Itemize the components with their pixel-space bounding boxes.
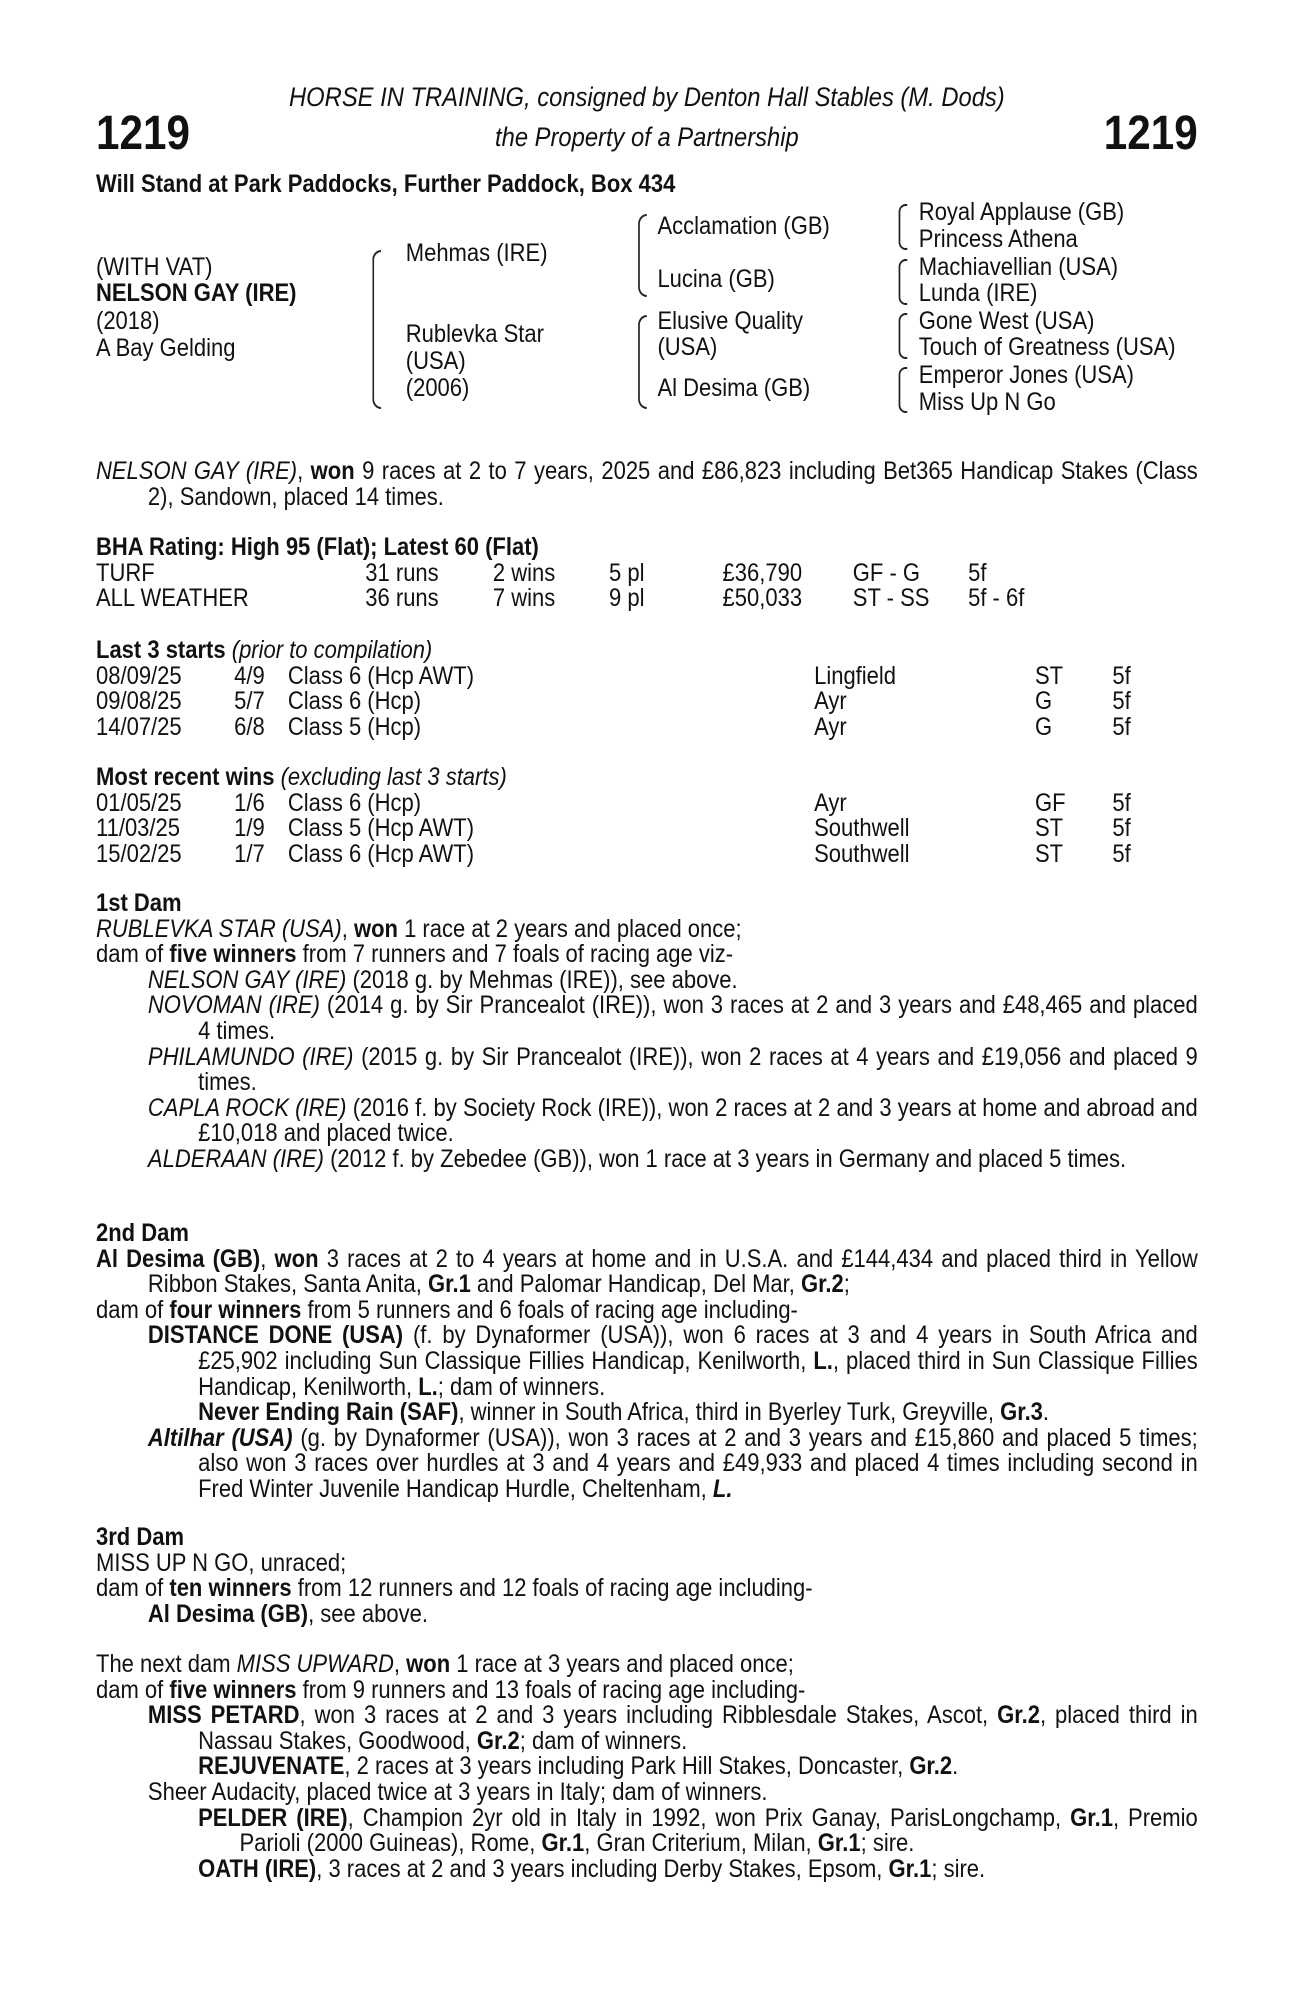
- first-dam-body: [96, 914, 1198, 1173]
- emphasis-text: MISS UPWARD: [236, 1650, 394, 1678]
- table-cell: ST: [1034, 814, 1064, 843]
- first-dam-section: [96, 891, 1198, 1173]
- emphasis-text: OATH (IRE): [198, 1854, 317, 1883]
- text-run: , Gran Criterium, Milan,: [584, 1829, 818, 1858]
- text-run: ; dam of winners.: [519, 1726, 688, 1755]
- emphasis-text: L.: [712, 1474, 733, 1503]
- table-cell: 15/02/25: [96, 839, 182, 868]
- pedigree-paragraph: [96, 1754, 1198, 1780]
- sire: Mehmas (IRE): [405, 239, 548, 267]
- bha-rating-section: [96, 535, 1198, 612]
- emphasis-text: won: [310, 457, 355, 485]
- table-cell: 5f: [1112, 839, 1131, 868]
- table-row: [96, 586, 1198, 612]
- text-run: dam of: [96, 1295, 170, 1324]
- first-dam-title: 1st Dam: [96, 889, 182, 917]
- text-run: (2018 g. by Mehmas (IRE)), see above.: [346, 965, 738, 994]
- emphasis-text: NELSON GAY (IRE): [147, 965, 347, 994]
- pedigree-paragraph: [96, 1599, 1198, 1628]
- pedigree-paragraph: [96, 965, 1198, 994]
- pedigree-paragraph: [96, 1777, 1198, 1806]
- pedigree-paragraph: [96, 1042, 1198, 1097]
- emphasis-text: five winners: [169, 940, 297, 969]
- last-3-starts-section: [96, 638, 1198, 740]
- pedigree-paragraph: [96, 1675, 1198, 1704]
- table-cell: GF: [1034, 788, 1066, 817]
- table-cell: 09/08/25: [96, 687, 182, 716]
- table-cell: Ayr: [814, 687, 847, 716]
- emphasis-text: Gr.1: [817, 1829, 861, 1858]
- text-run: (2012 f. by Zebedee (GB)), won 1 race at 3 years in Germany and placed 5 times.: [323, 1144, 1127, 1173]
- gen4-ancestor: Miss Up N Go: [918, 388, 1056, 416]
- recent-note: (excluding last 3 starts): [280, 763, 507, 791]
- emphasis-text: four winners: [169, 1295, 302, 1324]
- table-cell: 5f: [1112, 687, 1131, 716]
- text-run: from 5 runners and 6 foals of racing age including-: [301, 1295, 798, 1324]
- emphasis-text: Gr.1: [541, 1829, 585, 1858]
- recent-wins-section: [96, 765, 1198, 867]
- pedigree-paragraph: [96, 1703, 1198, 1754]
- pedigree-paragraph: [96, 1323, 1198, 1400]
- text-run: (2015 g. by Sir Prancealot (IRE)), won 2 races at 4 years and £19,056 and placed 9 times.: [198, 1042, 1198, 1097]
- table-cell: ST: [1034, 661, 1064, 690]
- table-cell: 36 runs: [365, 584, 439, 613]
- table-cell: 9 pl: [609, 584, 645, 613]
- emphasis-text: Gr.2: [909, 1752, 953, 1781]
- last3-table: [96, 661, 1198, 741]
- property-line: the Property of a Partnership: [494, 122, 799, 152]
- text-run: , 2 races at 3 years including Park Hill Stakes, Doncaster,: [344, 1752, 910, 1781]
- brace: [638, 214, 647, 297]
- table-cell: ST - SS: [852, 584, 930, 613]
- summary-paragraph: [96, 459, 1198, 510]
- emphasis-text: Gr.1: [427, 1270, 471, 1299]
- text-run: , Premio Parioli (2000 Guineas), Rome,: [239, 1803, 1198, 1858]
- third-dam-body: [96, 1548, 1198, 1628]
- text-run: Sheer Audacity, placed twice at 3 years in Italy; dam of winners.: [147, 1777, 768, 1806]
- text-run: ; sire.: [931, 1854, 986, 1883]
- table-cell: Southwell: [814, 839, 910, 868]
- emphasis-text: MISS PETARD: [147, 1701, 300, 1730]
- pedigree-paragraph: [96, 1576, 1198, 1602]
- pedigree-paragraph: [96, 1244, 1198, 1299]
- dam-line3: (2006): [405, 374, 470, 402]
- pedigree-paragraph: [96, 1548, 1198, 1577]
- last3-title: Last 3 starts: [96, 636, 226, 664]
- emphasis-text: PELDER (IRE): [198, 1803, 348, 1832]
- table-row: [96, 558, 1198, 587]
- brace: [899, 259, 908, 305]
- text-run: from 9 runners and 13 foals of racing age including-: [296, 1675, 806, 1704]
- pedigree-paragraph: [96, 1423, 1198, 1503]
- last3-note: (prior to compilation): [231, 636, 433, 664]
- horse-description: A Bay Gelding: [96, 334, 236, 362]
- pedigree-paragraph: [96, 1400, 1198, 1426]
- text-run: dam of: [96, 1574, 170, 1603]
- emphasis-text: won: [406, 1650, 451, 1678]
- table-cell: 1/9: [234, 814, 265, 843]
- text-run: MISS UP N GO, unraced;: [96, 1548, 347, 1577]
- gen4-ancestor: Machiavellian (USA): [918, 253, 1119, 281]
- table-cell: 6/8: [234, 712, 265, 741]
- third-dam-section: [96, 1525, 1198, 1627]
- text-run: ; dam of winners.: [437, 1372, 606, 1401]
- brace: [638, 315, 647, 409]
- pedigree-paragraph: [96, 1295, 1198, 1324]
- table-cell: Class 6 (Hcp AWT): [287, 661, 475, 690]
- consignor-line: HORSE IN TRAINING, consigned by Denton Hall Stables (M. Dods): [289, 82, 1005, 112]
- gen4-ancestor: Princess Athena: [918, 225, 1078, 253]
- horse-name: NELSON GAY (IRE): [96, 279, 297, 307]
- table-cell: Class 5 (Hcp): [287, 712, 422, 741]
- text-run: .: [1042, 1398, 1050, 1427]
- text-run: from 12 runners and 12 foals of racing age including-: [291, 1574, 813, 1603]
- vat-note: (WITH VAT): [96, 253, 213, 281]
- table-cell: 5f: [1112, 712, 1131, 741]
- gen4-ancestor: Royal Applause (GB): [918, 198, 1125, 226]
- text-run: 1 race at 3 years and placed once;: [450, 1650, 794, 1678]
- bha-table: [96, 558, 1198, 613]
- emphasis-text: won: [353, 914, 398, 943]
- emphasis-text: Al Desima (GB): [96, 1244, 261, 1273]
- text-run: , 3 races at 2 and 3 years including Derby Stakes, Epsom,: [316, 1854, 889, 1883]
- text-run: ,: [341, 914, 354, 943]
- emphasis-text: won: [274, 1244, 319, 1273]
- emphasis-text: Gr.2: [997, 1701, 1040, 1730]
- text-run: ,: [260, 1244, 275, 1273]
- text-run: .: [952, 1752, 959, 1781]
- dam-dam: Al Desima (GB): [657, 374, 811, 402]
- pedigree-paragraph: [96, 993, 1198, 1044]
- brace: [899, 367, 908, 413]
- table-row: [96, 839, 1198, 868]
- emphasis-text: NELSON GAY (IRE): [96, 457, 298, 485]
- lot-number-right: 1219: [1103, 107, 1198, 160]
- table-cell: 5/7: [234, 687, 265, 716]
- emphasis-text: Gr.2: [800, 1270, 844, 1299]
- table-cell: Class 5 (Hcp AWT): [287, 814, 475, 843]
- table-cell: G: [1034, 687, 1053, 716]
- table-cell: 5f - 6f: [968, 584, 1025, 613]
- emphasis-text: Gr.1: [1070, 1803, 1113, 1832]
- table-cell: Class 6 (Hcp): [287, 788, 422, 817]
- catalogue-page: [96, 0, 1198, 2000]
- table-cell: 1/6: [234, 788, 265, 817]
- text-run: ,: [393, 1650, 407, 1678]
- bha-title: BHA Rating: High 95 (Flat); Latest 60 (Flat): [96, 533, 539, 561]
- emphasis-text: L.: [418, 1372, 438, 1401]
- second-dam-title: 2nd Dam: [96, 1219, 189, 1247]
- emphasis-text: five winners: [169, 1675, 297, 1704]
- table-cell: 5f: [968, 558, 987, 587]
- table-cell: Ayr: [814, 712, 847, 741]
- emphasis-text: Al Desima (GB): [147, 1599, 309, 1628]
- pedigree-paragraph: [96, 914, 1198, 943]
- next-dam-section: [96, 1652, 1198, 1882]
- table-row: [96, 816, 1198, 842]
- dam-sire-line1: Elusive Quality: [657, 307, 803, 335]
- table-cell: 08/09/25: [96, 661, 182, 690]
- text-run: , winner in South Africa, third in Byerley Turk, Greyville,: [458, 1398, 1001, 1427]
- text-run: , won 3 races at 2 and 3 years including Ribblesdale Stakes, Ascot,: [299, 1701, 998, 1730]
- pedigree-paragraph: [96, 1854, 1198, 1883]
- table-cell: 11/03/25: [96, 814, 181, 843]
- text-run: (g. by Dynaformer (USA)), won 3 races at 2 and 3 years and £15,860 and placed 5 times; also won 3 races over hurdles at 3 and 4 years and £49,933 and placed 4 times including second in Fred Winter Juvenile Handicap Hurdle, Cheltenham,: [198, 1423, 1198, 1503]
- text-run: ; sire.: [860, 1829, 915, 1858]
- table-cell: 14/07/25: [96, 712, 182, 741]
- text-run: (2014 g. by Sir Prancealot (IRE)), won 3 races at 2 and 3 years and £48,465 and placed 4 times.: [198, 991, 1198, 1045]
- table-row: [96, 712, 1198, 741]
- table-cell: Southwell: [814, 814, 910, 843]
- emphasis-text: Never Ending Rain (SAF): [198, 1398, 459, 1427]
- sire-dam: Lucina (GB): [657, 265, 775, 293]
- emphasis-text: ten winners: [169, 1574, 292, 1603]
- text-run: (f. by Dynaformer (USA)), won 6 races at 3 and 4 years in South Africa and £25,902 including Sun Classique Fillies Handicap, Kenilworth,: [198, 1321, 1198, 1375]
- dam-line1: Rublevka Star: [405, 320, 544, 348]
- emphasis-text: L.: [813, 1346, 833, 1375]
- gen4-ancestor: Emperor Jones (USA): [918, 361, 1134, 389]
- pedigree-paragraph: [96, 942, 1198, 968]
- table-cell: ST: [1034, 839, 1064, 868]
- table-cell: G: [1034, 712, 1053, 741]
- recent-title: Most recent wins: [96, 763, 275, 791]
- dam-line2: (USA): [405, 347, 466, 375]
- second-dam-body: [96, 1244, 1198, 1503]
- table-cell: 5 pl: [609, 558, 645, 587]
- table-cell: 7 wins: [492, 584, 556, 613]
- emphasis-text: Gr.2: [476, 1726, 520, 1755]
- text-run: , placed third in Sun Classique Fillies Handicap, Kenilworth,: [198, 1346, 1198, 1401]
- table-row: [96, 661, 1198, 690]
- foaling-year: (2018): [96, 307, 160, 335]
- text-run: 9 races at 2 to 7 years, 2025 and £86,823 including Bet365 Handicap Stakes (Class 2), Sandown, placed 14 times.: [147, 457, 1198, 511]
- text-run: and Palomar Handicap, Del Mar,: [470, 1270, 801, 1299]
- lot-number-left: 1219: [96, 107, 190, 160]
- table-cell: 31 runs: [365, 558, 439, 587]
- pedigree-paragraph: [96, 1652, 1198, 1678]
- text-run: , Champion 2yr old in Italy in 1992, won Prix Ganay, ParisLongchamp,: [347, 1803, 1071, 1832]
- table-cell: Lingfield: [814, 661, 897, 690]
- brace: [372, 250, 381, 409]
- table-cell: 01/05/25: [96, 788, 182, 817]
- emphasis-text: REJUVENATE: [198, 1752, 345, 1781]
- gen4-ancestor: Gone West (USA): [918, 307, 1095, 335]
- sire-sire: Acclamation (GB): [657, 212, 830, 240]
- table-cell: TURF: [96, 558, 155, 587]
- emphasis-text: Gr.3: [1000, 1398, 1043, 1427]
- table-cell: £36,790: [722, 558, 803, 587]
- emphasis-text: PHILAMUNDO (IRE): [147, 1042, 354, 1071]
- pedigree-paragraph: [96, 1093, 1198, 1148]
- text-run: The next dam: [96, 1650, 237, 1678]
- emphasis-text: ALDERAAN (IRE): [147, 1144, 324, 1173]
- brace: [899, 204, 908, 250]
- text-run: dam of: [96, 940, 170, 969]
- table-cell: 1/7: [234, 839, 265, 868]
- race-summary: [96, 459, 1198, 510]
- pedigree-paragraph: [96, 1144, 1198, 1173]
- text-run: from 7 runners and 7 foals of racing age viz-: [296, 940, 734, 969]
- table-cell: 2 wins: [492, 558, 556, 587]
- text-run: , placed third in Nassau Stakes, Goodwood,: [198, 1701, 1198, 1755]
- emphasis-text: Gr.1: [888, 1854, 932, 1883]
- text-run: (2016 f. by Society Rock (IRE)), won 2 races at 2 and 3 years at home and abroad and £10,018 and placed twice.: [198, 1093, 1198, 1148]
- emphasis-text: CAPLA ROCK (IRE): [147, 1093, 347, 1122]
- emphasis-text: Altilhar (USA): [147, 1423, 293, 1452]
- table-cell: 5f: [1112, 661, 1131, 690]
- table-cell: Ayr: [814, 788, 847, 817]
- text-run: ,: [297, 457, 311, 485]
- text-run: , see above.: [308, 1599, 428, 1628]
- stand-location: Will Stand at Park Paddocks, Further Paddock, Box 434: [96, 170, 676, 198]
- gen4-ancestor: Touch of Greatness (USA): [918, 333, 1176, 361]
- emphasis-text: RUBLEVKA STAR (USA): [96, 914, 342, 943]
- brace: [899, 313, 908, 359]
- recent-table: [96, 788, 1198, 868]
- table-cell: £50,033: [722, 584, 803, 613]
- table-cell: 4/9: [234, 661, 265, 690]
- table-row: [96, 788, 1198, 817]
- second-dam-section: [96, 1221, 1198, 1503]
- third-dam-title: 3rd Dam: [96, 1523, 185, 1551]
- text-run: ;: [843, 1270, 850, 1299]
- pedigree-paragraph: [96, 1803, 1198, 1858]
- gen4-ancestor: Lunda (IRE): [918, 279, 1038, 307]
- text-run: 3 races at 2 to 4 years at home and in U.S.A. and £144,434 and placed third in Yellow Ribbon Stakes, Santa Anita,: [147, 1244, 1198, 1299]
- table-cell: GF - G: [852, 558, 921, 587]
- emphasis-text: DISTANCE DONE (USA): [147, 1321, 404, 1350]
- dam-sire-line2: (USA): [657, 333, 718, 361]
- emphasis-text: NOVOMAN (IRE): [147, 991, 320, 1020]
- text-run: dam of: [96, 1675, 170, 1704]
- table-row: [96, 689, 1198, 715]
- table-cell: Class 6 (Hcp): [287, 687, 422, 716]
- table-cell: ALL WEATHER: [96, 584, 249, 613]
- text-run: 1 race at 2 years and placed once;: [397, 914, 742, 943]
- table-cell: 5f: [1112, 788, 1131, 817]
- table-cell: 5f: [1112, 814, 1131, 843]
- table-cell: Class 6 (Hcp AWT): [287, 839, 475, 868]
- next-dam-body: [96, 1652, 1198, 1882]
